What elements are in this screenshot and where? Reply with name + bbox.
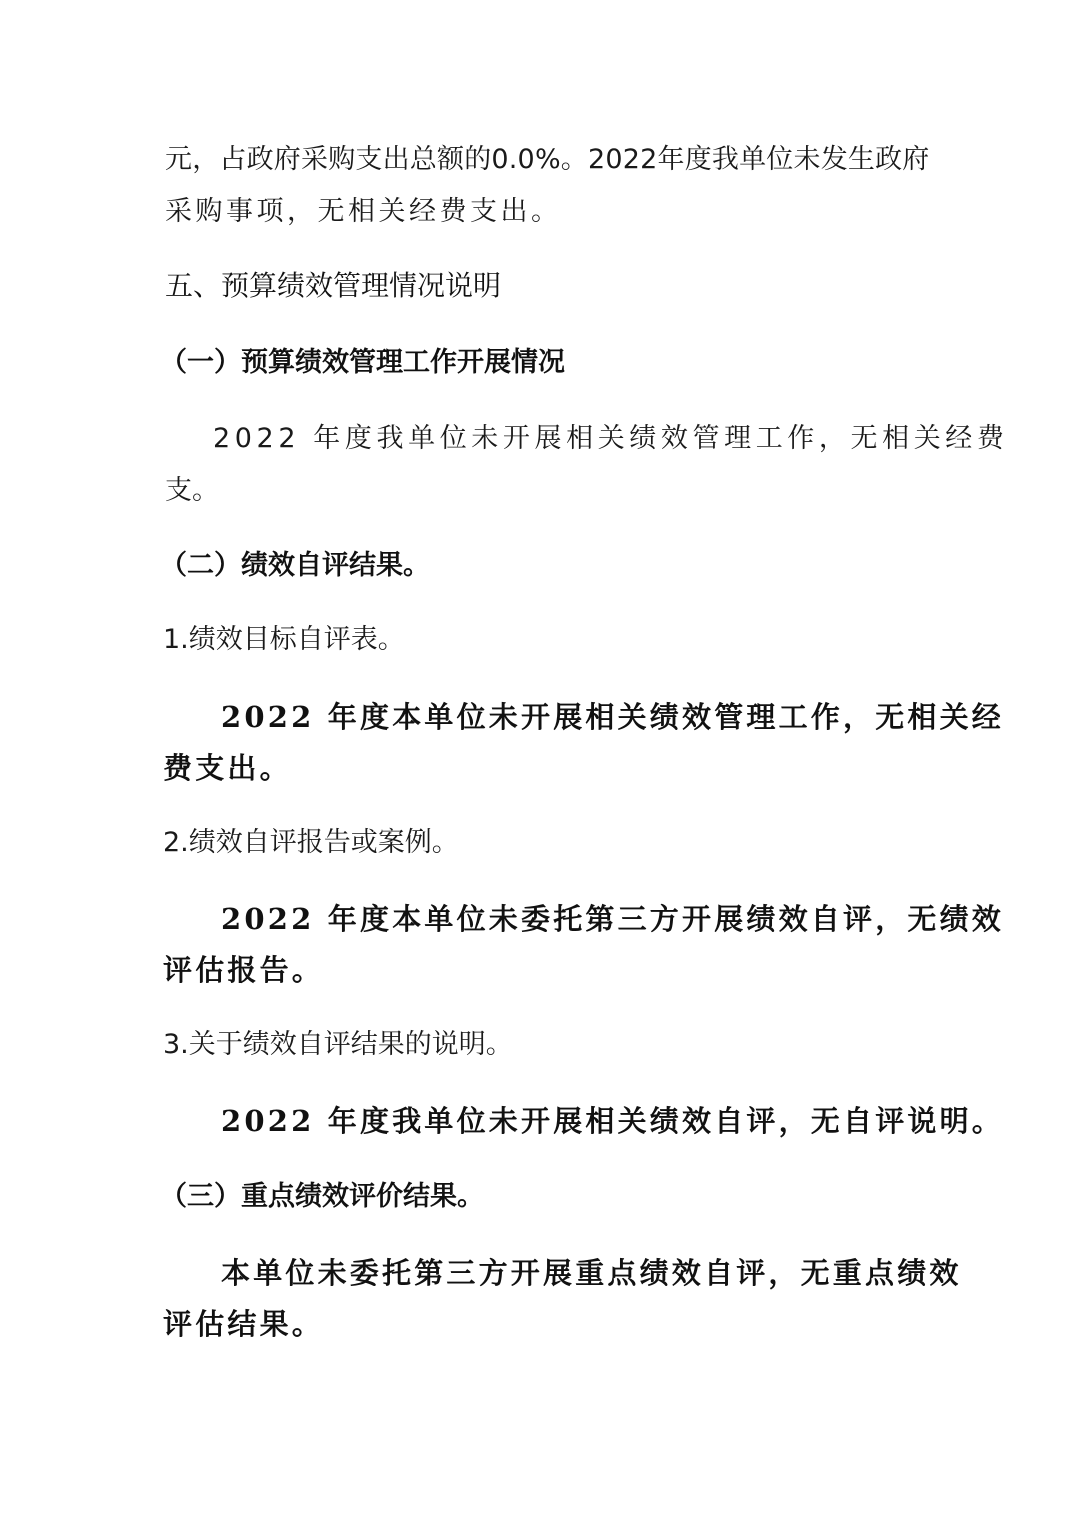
subsection-heading: （二）绩效自评结果。 xyxy=(160,550,430,581)
paragraph-line: 支。 xyxy=(165,475,219,506)
paragraph-line: 2022 年度我单位未开展相关绩效管理工作，无相关经费 xyxy=(213,423,1009,454)
paragraph-line: 2022 年度我单位未开展相关绩效自评，无自评说明。 xyxy=(221,1104,1005,1138)
paragraph-line: 本单位未委托第三方开展重点绩效自评，无重点绩效 xyxy=(221,1256,962,1290)
subsection-heading: （三）重点绩效评价结果。 xyxy=(160,1181,484,1212)
subsection-heading: （一）预算绩效管理工作开展情况 xyxy=(160,347,565,378)
item-heading: 1.绩效目标自评表。 xyxy=(163,624,405,655)
paragraph-line: 采购事项，无相关经费支出。 xyxy=(165,196,562,227)
paragraph-line: 评估报告。 xyxy=(163,953,325,987)
paragraph-line: 评估结果。 xyxy=(163,1307,325,1341)
paragraph-line: 2022 年度本单位未委托第三方开展绩效自评，无绩效 xyxy=(221,902,1005,936)
item-heading: 3.关于绩效自评结果的说明。 xyxy=(163,1029,513,1060)
paragraph-line: 费支出。 xyxy=(163,751,292,785)
section-heading: 五、预算绩效管理情况说明 xyxy=(165,269,502,302)
paragraph-line: 2022 年度本单位未开展相关绩效管理工作，无相关经 xyxy=(221,700,1005,734)
item-heading: 2.绩效自评报告或案例。 xyxy=(163,827,459,858)
paragraph-line: 元，占政府采购支出总额的0.0%。2022年度我单位未发生政府 xyxy=(165,144,930,175)
